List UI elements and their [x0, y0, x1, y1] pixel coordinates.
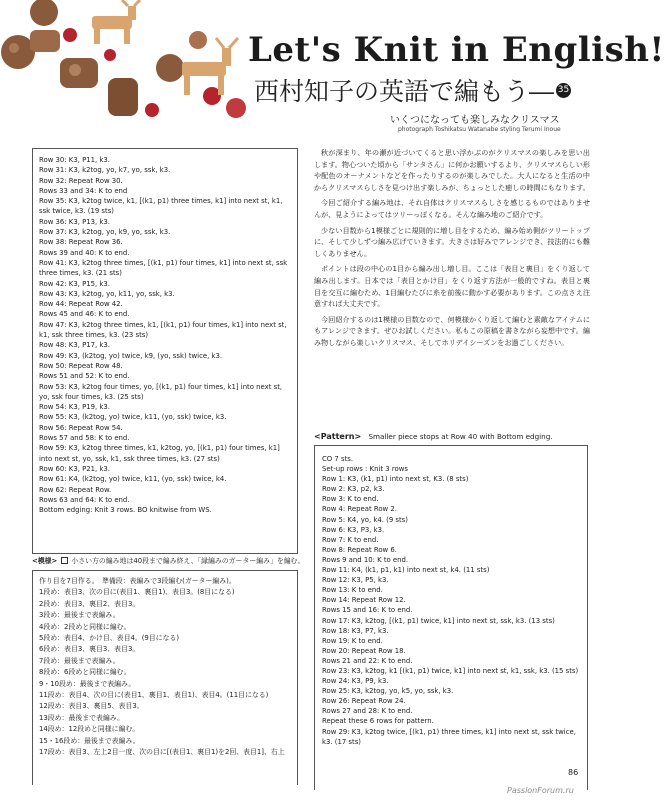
modifier-text: 小さい方の編み地は40段まで編み終え、「縁編みのガーター編み」を編む。	[71, 557, 305, 565]
pattern-row: Row 25: K3, k2tog, yo, k5, yo, ssk, k3.	[322, 687, 454, 696]
pattern-row: Rows 45 and 46: K to end.	[39, 310, 130, 319]
pattern-row: Row 4: Repeat Row 2.	[322, 505, 397, 514]
pattern-box	[314, 445, 588, 790]
modifier-label: <模様>	[32, 557, 58, 565]
pattern-row: Row 24: K3, P9, k3.	[322, 677, 389, 686]
pattern-row: Row 35: K3, k2tog twice, k1, [(k1, p1) three times, k1] into next st, k1, ssk twice, k3. (19 sts)	[39, 197, 283, 216]
pattern-label: <Pattern>	[314, 432, 362, 441]
photo-credit: photograph Toshikatsu Watanabe styling Terumi Inoue	[398, 126, 561, 133]
pattern-row: Row 48: K3, P17, k3.	[39, 341, 110, 350]
pattern-row: Row 53: K3, k2tog four times, yo, [(k1, p1) four times, k1] into next st, yo, ssk four times, k3. (25 sts)	[39, 382, 283, 401]
pattern-row: Bottom edging: Knit 3 rows. BO knitwise from WS.	[39, 506, 212, 515]
pattern-row: Row 61: K4, (k2tog, yo) twice, k11, (yo, ssk) twice, k4.	[39, 475, 227, 484]
pattern-row: Row 29: K3, k2tog twice, [(k1, p1) three times, k1] into next st, ssk twice, k3. (17 sts)	[322, 727, 576, 746]
pattern-row: Row 32: Repeat Row 30.	[39, 176, 123, 185]
article-paragraph: ポイントは段の中心の1目から編み出し増し目。ここは「表目と裏目」をくり返して編み出します。日本では「表目とかけ目」をくり返す方法が一般的ですね。表目と裏目を交互に編むため、1目編むたびに糸を前後に動かす必要があります。この点さえ注意すれば大丈夫です。	[314, 264, 590, 309]
article-paragraph: 今回ご紹介する編み地は、それ自体はクリスマスらしさを感じるものではありませんが、見ようによってはツリーっぽくなる。そんな編み地のご紹介です。	[314, 198, 590, 219]
pattern-row: Row 1: K3, (k1, p1) into next st, K3. (8 sts)	[322, 475, 469, 484]
pattern-row: Rows 57 and 58: K to end.	[39, 434, 130, 443]
pattern-continuation-box	[32, 148, 298, 554]
instruction-row: 8段め：6段めと同様に編む。	[39, 668, 131, 677]
pattern-row: Row 41: K3, k2tog three times, [(k1, p1) four times, k1] into next st, ssk three times, k3. (21 sts)	[39, 258, 288, 278]
pattern-row: Row 60: K3, P21, k3.	[39, 464, 110, 473]
pattern-row: Rows 9 and 10: K to end.	[322, 555, 409, 564]
pattern-row: Rows 33 and 34: K to end	[39, 186, 128, 195]
instruction-row: 1段め：表目3、次の目に(表目1、裏目1)、表目3。(8目になる)	[39, 588, 235, 597]
instruction-row: 12段め：表目3、裏目5、表目3。	[39, 702, 144, 711]
page-title: Let's Knit in English!	[248, 30, 665, 70]
article-body	[314, 147, 590, 353]
pattern-row: Row 49: K3, (k2tog, yo) twice, k9, (yo, ssk) twice, k3.	[39, 351, 223, 360]
article-paragraph: 少ない目数から1模様ごとに規則的に増し目をするため、編み始め側がツリートップに、そして少しずつ編み広げていきます。大きさは好みでアレンジでき、技法的にも難しくありません。	[314, 225, 590, 258]
reindeer-ornament-left	[92, 0, 140, 44]
pattern-row: Repeat these 6 rows for pattern.	[322, 717, 434, 726]
pattern-row: Row 56: Repeat Row 54.	[39, 423, 123, 432]
page-number: 86	[568, 768, 579, 777]
instruction-row: 作り目を7目作る。 準備段：表編みで3段編む(ガーター編み)。	[39, 577, 236, 585]
pattern-row: Row 8: Repeat Row 6.	[322, 545, 397, 554]
pattern-row: Row 23: K3, k2tog, k1 [(k1, p1) twice, k1] into next st, k1, ssk, k3. (15 sts)	[322, 666, 579, 675]
instruction-row: 14段め：12段めと同様に編む。	[39, 725, 140, 734]
article-paragraph: 今回紹介するのは1模様の目数なので、何模様かくり返して編むと素敵なアイテムにもアレンジできます。ぜひお試しください。私もこの原稿を書きながら妄想中です。編み物しながら楽しいクリスマス、そしてホリデイシーズンをお過ごしください。	[314, 314, 590, 347]
instruction-row: 17段め：表目3、左上2目一度、次の目に[(表目1、裏目1)を2回、表目1]、右上	[39, 748, 285, 757]
pattern-row: Row 7: K to end.	[322, 535, 379, 544]
instruction-row: 5段め：表目4、かけ目、表目4。(9目になる)	[39, 634, 180, 643]
instruction-row: 3段め：最後まで表編み。	[39, 611, 120, 620]
christmas-ornament-photo	[0, 0, 250, 130]
pattern-row: Rows 63 and 64: K to end.	[39, 495, 130, 504]
tagline: いくつになっても楽しみなクリスマス	[390, 115, 560, 126]
instruction-row: 6段め：表目3、裏目3、表目3。	[39, 645, 140, 654]
instruction-row: 7段め：最後まで表編み。	[39, 656, 120, 665]
pattern-row: Row 62: Repeat Row.	[39, 485, 112, 494]
pattern-heading	[314, 432, 553, 441]
instruction-row: 13段め：最後まで表編み。	[39, 713, 124, 722]
pattern-row: Row 17: K3, k2tog, [(k1, p1) twice, k1] into next st, ssk, k3. (13 sts)	[322, 616, 555, 625]
instruction-row: 2段め：表目3、裏目2、表目3。	[39, 599, 140, 608]
pattern-row: Rows 15 and 16: K to end.	[322, 606, 413, 615]
series-subtitle	[254, 72, 571, 108]
issue-number-badge: 35	[556, 83, 571, 98]
pattern-row: CO 7 sts.	[322, 455, 354, 463]
instruction-row: 11段め：表目4、次の目に(表目1、裏目1、表目1)、表目4。(11目になる)	[39, 691, 269, 700]
pattern-row: Row 5: K4, yo, k4. (9 sts)	[322, 515, 408, 524]
pattern-row: Row 31: K3, k2tog, yo, k7, yo, ssk, k3.	[39, 166, 171, 175]
instruction-row: 15・16段め：最後まで表編み。	[39, 736, 140, 745]
pattern-row: Row 47: K3, k2tog three times, k1, [(k1, p1) four times, k1] into next st, k1, ssk three times, k3. (23 sts)	[39, 320, 287, 340]
pattern-row: Row 18: K3, P7, k3.	[322, 626, 389, 635]
pattern-row: Row 13: K to end.	[322, 586, 383, 595]
pattern-row: Row 54: K3, P19, k3.	[39, 403, 110, 412]
reindeer-ornament-right	[182, 38, 238, 95]
pattern-row: Row 26: Repeat Row 24.	[322, 697, 406, 706]
pattern-row: Row 55: K3, (k2tog, yo) twice, k11, (yo, ssk) twice, k3.	[39, 413, 227, 422]
pattern-row: Row 11: K4, (k1, p1, k1) into next st, k4. (11 sts)	[322, 566, 490, 575]
pattern-row: Row 14: Repeat Row 12.	[322, 596, 406, 605]
pattern-row: Rows 27 and 28: K to end.	[322, 707, 413, 716]
pattern-row: Row 36: K3, P13, k3.	[39, 217, 110, 226]
subtitle-text: 西村知子の英語で編もう―	[254, 77, 555, 106]
pattern-row: Row 30: K3, P11, k3.	[39, 156, 110, 164]
instruction-row: 4段め：2段めと同様に編む。	[39, 622, 131, 631]
pattern-row: Row 37: K3, k2tog, yo, k9, yo, ssk, k3.	[39, 228, 171, 237]
pattern-row: Row 20: Repeat Row 18.	[322, 646, 406, 655]
pattern-row: Rows 51 and 52: K to end.	[39, 372, 130, 381]
pattern-row: Row 42: K3, P15, k3.	[39, 279, 110, 288]
pattern-note: Smaller piece stops at Row 40 with Bottom edging.	[368, 432, 553, 441]
pattern-row: Row 2: K3, p2, k3.	[322, 485, 385, 494]
pattern-row: Row 3: K to end.	[322, 495, 379, 504]
pattern-row: Row 59: K3, k2tog three times, k1, k2tog, yo, [(k1, p1) four times, k1] into next st, yo, ssk, k1, ssk three times, k3. (27 sts)	[39, 444, 280, 463]
pattern-row: Row 50: Repeat Row 48.	[39, 361, 123, 370]
small-piece-icon	[61, 557, 68, 564]
pattern-row: Row 38: Repeat Row 36.	[39, 238, 123, 247]
instruction-row: 9・10段め：最後まで表編み。	[39, 679, 136, 688]
pattern-row: Row 44: Repeat Row 42.	[39, 300, 123, 309]
pattern-row: Row 19: K to end.	[322, 636, 383, 645]
modifier-note	[32, 555, 304, 565]
pattern-row: Row 43: K3, k2tog, yo, k11, yo, ssk, k3.	[39, 289, 175, 298]
site-watermark: PassionForum.ru	[507, 786, 574, 795]
article-paragraph: 秋が深まり、年の瀬が近づいてくると思い浮かぶのがクリスマスの楽しみを思い出します。物心ついた頃から「サンタさん」に何かお願いするより、クリスマスらしい形や配色のオーナメントなどを作ったりするのが楽しみでした。大人になると生活の中からクリスマスらしさを見つけ出す楽しみが、ちょっとした癒しの時間にもなります。	[314, 148, 590, 192]
japanese-instructions-box	[32, 570, 298, 785]
pattern-row: Row 12: K3, P5, k3.	[322, 576, 389, 585]
pattern-row: Set-up rows : Knit 3 rows	[322, 465, 408, 474]
pattern-row: Rows 21 and 22: K to end.	[322, 656, 413, 665]
pattern-row: Rows 39 and 40: K to end.	[39, 248, 130, 257]
pattern-row: Row 6: K3, P3, k3.	[322, 525, 385, 534]
